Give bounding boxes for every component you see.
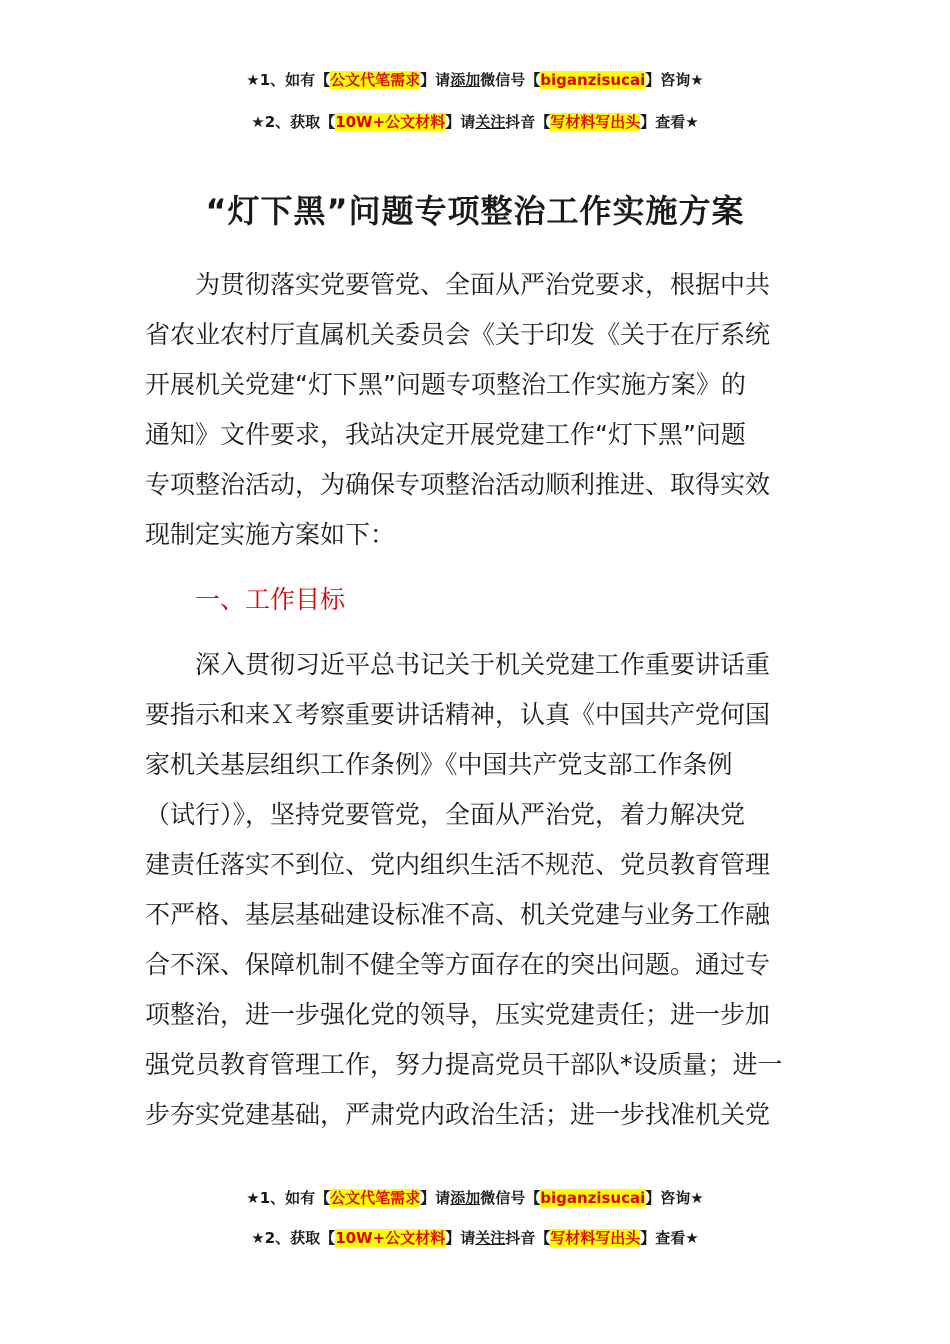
intro-paragraph bbox=[145, 260, 810, 560]
text-line: 家机关基层组织工作条例》《中国共产党支部工作条例 bbox=[145, 750, 733, 779]
banner-highlight: 公文代笔需求 bbox=[330, 1189, 421, 1207]
banner-highlight: 公文代笔需求 bbox=[330, 71, 421, 89]
banner-text: 】查看★ bbox=[640, 113, 699, 131]
section-heading: 一、工作目标 bbox=[195, 585, 346, 614]
text-line: 建责任落实不到位、党内组织生活不规范、党员教育管理 bbox=[145, 850, 771, 879]
text-line: 为贯彻落实党要管党、全面从严治党要求，根据中共 bbox=[195, 270, 771, 299]
banner-text: 】请 bbox=[445, 1229, 476, 1247]
banner-underline-text: 关注 bbox=[475, 1229, 506, 1247]
text-line: 合不深、保障机制不健全等方面存在的突出问题。通过专 bbox=[145, 950, 771, 979]
text-line: （试行）》，坚持党要管党，全面从严治党，着力解决党 bbox=[145, 800, 746, 829]
banner-text: ★2、获取【 bbox=[251, 113, 336, 131]
banner-text: 】查看★ bbox=[640, 1229, 699, 1247]
text-line: 省农业农村厅直属机关委员会《关于印发《关于在厅系统 bbox=[145, 320, 771, 349]
text-line: 强党员教育管理工作，努力提高党员干部队*设质量；进一 bbox=[145, 1050, 783, 1079]
text-line: 开展机关党建“灯下黑”问题专项整治工作实施方案》的 bbox=[145, 370, 746, 399]
banner-text: 】咨询★ bbox=[645, 1189, 704, 1207]
promo-banner-line2-top bbox=[0, 112, 950, 132]
banner-text: 】请 bbox=[420, 71, 451, 89]
banner-text: ★1、如有【 bbox=[246, 71, 331, 89]
banner-underline-text: 关注 bbox=[475, 113, 506, 131]
text-line: 现制定实施方案如下： bbox=[145, 520, 396, 549]
banner-highlight: biganzisucai bbox=[540, 1189, 646, 1207]
banner-underline-text: 添加 bbox=[450, 1189, 481, 1207]
banner-text: 】咨询★ bbox=[645, 71, 704, 89]
text-line: 要指示和来Ｘ考察重要讲话精神，认真《中国共产党何国 bbox=[145, 700, 771, 729]
document-title: “灯下黑”问题专项整治工作实施方案 bbox=[205, 192, 745, 230]
banner-highlight: 写材料写出头 bbox=[550, 113, 641, 131]
promo-banner-line2-bottom bbox=[0, 1228, 950, 1248]
text-line: 步夯实党建基础，严肃党内政治生活；进一步找准机关党 bbox=[145, 1100, 771, 1129]
text-line: 项整治，进一步强化党的领导，压实党建责任；进一步加 bbox=[145, 1000, 771, 1029]
banner-text: 】请 bbox=[445, 113, 476, 131]
banner-underline-text: 添加 bbox=[450, 71, 481, 89]
section1-paragraph bbox=[145, 640, 810, 1140]
text-line: 通知》文件要求，我站决定开展党建工作“灯下黑”问题 bbox=[145, 420, 746, 449]
text-line: 专项整治活动，为确保专项整治活动顺利推进、取得实效 bbox=[145, 470, 771, 499]
banner-text: 抖音【 bbox=[505, 1229, 551, 1247]
text-line: 深入贯彻习近平总书记关于机关党建工作重要讲话重 bbox=[195, 650, 771, 679]
banner-text: 】请 bbox=[420, 1189, 451, 1207]
banner-text: 微信号【 bbox=[480, 71, 541, 89]
banner-text: ★1、如有【 bbox=[246, 1189, 331, 1207]
banner-highlight: 写材料写出头 bbox=[550, 1229, 641, 1247]
promo-banner-line1-bottom bbox=[0, 1188, 950, 1208]
banner-text: ★2、获取【 bbox=[251, 1229, 336, 1247]
banner-text: 抖音【 bbox=[505, 113, 551, 131]
banner-text: 微信号【 bbox=[480, 1189, 541, 1207]
text-line: 不严格、基层基础建设标准不高、机关党建与业务工作融 bbox=[145, 900, 771, 929]
promo-banner-line1-top bbox=[0, 70, 950, 90]
banner-highlight: 10W+公文材料 bbox=[335, 113, 446, 131]
banner-highlight: 10W+公文材料 bbox=[335, 1229, 446, 1247]
banner-highlight: biganzisucai bbox=[540, 71, 646, 89]
